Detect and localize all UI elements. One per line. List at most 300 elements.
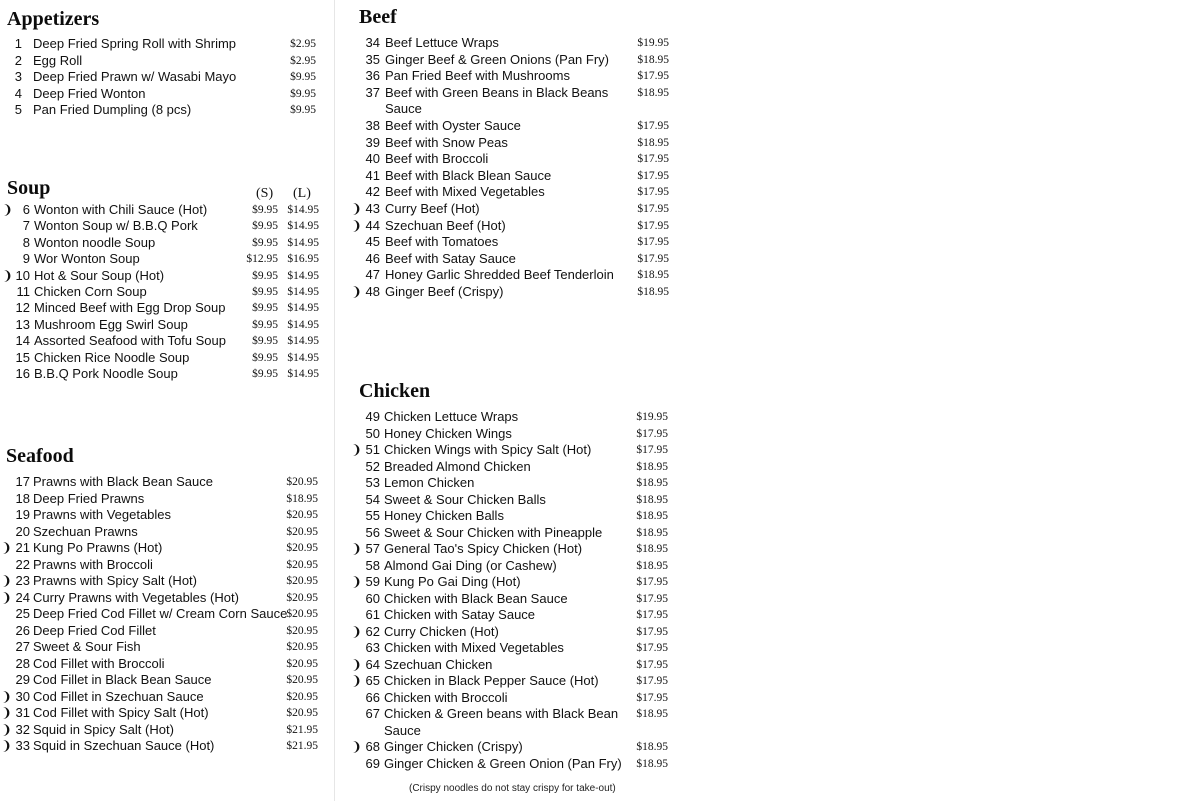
menu-item-number: 49 <box>365 409 380 424</box>
menu-item-number: 40 <box>365 151 380 167</box>
menu-item-number: 4 <box>14 85 22 101</box>
menu-item <box>348 284 1200 300</box>
menu-item-price: $2.95 <box>290 38 316 50</box>
menu-item-price: $18.95 <box>636 708 668 720</box>
menu-item-price: $17.95 <box>637 236 669 249</box>
menu-item <box>0 491 334 507</box>
menu-item <box>0 333 334 349</box>
menu-item-name-line2: Sauce <box>384 722 421 738</box>
menu-item <box>348 184 1200 200</box>
price-large: $14.95 <box>287 335 319 348</box>
menu-item-name: General Tao's Spicy Chicken (Hot) <box>384 541 583 556</box>
price-large: $14.95 <box>287 220 319 233</box>
menu-item-price: $19.95 <box>637 37 669 49</box>
menu-item-number: 57 <box>365 541 380 556</box>
menu-item-number: 68 <box>365 739 380 754</box>
menu-item-number: 44 <box>365 217 380 233</box>
menu-item-number: 23 <box>15 573 30 588</box>
menu-item <box>348 706 1200 722</box>
hot-spicy-icon: ❩ <box>351 541 362 556</box>
menu-item <box>348 85 1200 101</box>
menu-item-name: Almond Gai Ding (or Cashew) <box>384 557 557 573</box>
menu-item <box>348 442 1200 458</box>
menu-item <box>348 508 1200 524</box>
menu-item-name: Lemon Chicken <box>384 475 475 490</box>
menu-item-price: $17.95 <box>636 609 668 621</box>
menu-item-number: 60 <box>365 590 380 606</box>
price-large: $14.95 <box>287 351 319 364</box>
menu-item <box>0 53 334 69</box>
menu-item <box>0 606 334 622</box>
menu-item-number: 38 <box>365 118 380 133</box>
menu-item-name: Breaded Almond Chicken <box>384 458 531 474</box>
menu-item <box>0 102 334 118</box>
menu-item-number: 18 <box>15 490 30 506</box>
menu-item-price: $18.95 <box>636 741 668 753</box>
hot-spicy-icon: ❩ <box>1 721 12 737</box>
price-small: $9.95 <box>252 351 278 364</box>
menu-item-name: Honey Chicken Wings <box>384 425 512 441</box>
menu-item-number: 17 <box>15 474 30 489</box>
menu-item <box>348 541 1200 557</box>
menu-item <box>348 607 1200 623</box>
menu-item-name: Hot & Sour Soup (Hot) <box>34 267 165 283</box>
menu-item-number: 5 <box>14 102 22 117</box>
menu-item <box>348 35 1200 51</box>
menu-item-number: 53 <box>365 475 380 490</box>
menu-item-number: 64 <box>365 656 380 672</box>
menu-item-number: 67 <box>365 706 380 721</box>
menu-item-name: Honey Garlic Shredded Beef Tenderloin <box>385 267 614 283</box>
menu-item-number: 48 <box>365 284 380 299</box>
menu-item <box>0 507 334 523</box>
menu-item-number: 12 <box>15 300 30 316</box>
menu-item-name: Assorted Seafood with Tofu Soup <box>34 333 226 349</box>
menu-item-price: $20.95 <box>286 591 318 604</box>
menu-item <box>0 235 334 251</box>
menu-item-price: $21.95 <box>286 740 318 752</box>
menu-item <box>348 135 1200 151</box>
menu-item-price: $17.95 <box>636 691 668 704</box>
menu-item-price: $17.95 <box>637 186 669 199</box>
menu-item-name: Chicken Wings with Spicy Salt (Hot) <box>384 442 592 457</box>
price-small: $9.95 <box>252 269 278 282</box>
menu-item-name: Beef with Snow Peas <box>385 134 508 150</box>
menu-item-number: 32 <box>15 721 30 737</box>
price-small: $9.95 <box>252 204 278 216</box>
menu-item-price: $20.95 <box>286 558 318 571</box>
menu-item <box>0 202 334 218</box>
menu-item-name: Deep Fried Wonton <box>33 85 146 101</box>
menu-item-number: 62 <box>365 623 380 639</box>
hot-spicy-icon: ❩ <box>1 705 12 720</box>
menu-item-name: Deep Fried Prawn w/ Wasabi Mayo <box>33 69 237 84</box>
menu-item-price: $21.95 <box>286 723 318 736</box>
menu-item-name: Prawns with Vegetables <box>33 507 172 522</box>
menu-item <box>348 591 1200 607</box>
menu-item-number: 58 <box>365 557 380 573</box>
menu-item-price: $9.95 <box>290 87 316 100</box>
menu-item-name: Prawns with Spicy Salt (Hot) <box>33 573 197 588</box>
menu-item-number: 63 <box>365 640 380 655</box>
menu-item-name-line2: Sauce <box>385 101 422 117</box>
menu-item-price: $9.95 <box>290 104 316 116</box>
menu-item-price: $17.95 <box>637 120 669 132</box>
menu-item-price: $18.95 <box>637 136 669 149</box>
appetizers-title: Appetizers <box>7 8 100 30</box>
hot-spicy-icon: ❩ <box>1 688 12 704</box>
menu-item-name: Ginger Beef & Green Onions (Pan Fry) <box>385 51 609 67</box>
menu-item-name: Wonton Soup w/ B.B.Q Pork <box>34 218 198 234</box>
menu-item <box>0 524 334 540</box>
menu-item-number: 51 <box>365 442 380 457</box>
price-large: $14.95 <box>287 269 319 282</box>
menu-item-number: 69 <box>365 755 380 771</box>
menu-left-column <box>0 0 335 801</box>
menu-item-name: Squid in Spicy Salt (Hot) <box>33 721 174 737</box>
price-small: $12.95 <box>246 253 278 266</box>
footnote: (Crispy noodles do not stay crispy for take-out) <box>409 783 616 794</box>
hot-spicy-icon: ❩ <box>351 739 362 754</box>
hot-spicy-icon: ❩ <box>2 267 13 283</box>
menu-item <box>348 673 1200 689</box>
menu-item-price: $20.95 <box>286 657 318 670</box>
menu-item-name: Curry Beef (Hot) <box>385 201 480 216</box>
menu-item-name: Beef Lettuce Wraps <box>385 35 499 50</box>
menu-item <box>0 268 334 284</box>
menu-item-number: 20 <box>15 523 30 539</box>
menu-item-name: Cod Fillet in Black Bean Sauce <box>33 672 212 687</box>
menu-item-price: $20.95 <box>286 608 318 620</box>
menu-item <box>348 68 1200 84</box>
menu-item <box>0 284 334 300</box>
menu-item <box>0 722 334 738</box>
hot-spicy-icon: ❩ <box>351 217 362 233</box>
hot-spicy-icon: ❩ <box>1 573 12 588</box>
menu-item-name: Squid in Szechuan Sauce (Hot) <box>33 738 215 753</box>
menu-item <box>348 426 1200 442</box>
menu-item-name: Kung Po Prawns (Hot) <box>33 540 163 555</box>
menu-item-name: Curry Prawns with Vegetables (Hot) <box>33 589 239 605</box>
menu-item-name: Cod Fillet with Spicy Salt (Hot) <box>33 705 209 720</box>
menu-item-number: 24 <box>15 589 30 605</box>
menu-item-price: $20.95 <box>286 542 318 554</box>
menu-item-price: $17.95 <box>637 169 669 182</box>
menu-item-number: 29 <box>15 672 30 687</box>
menu-item-price: $18.95 <box>636 757 668 770</box>
menu-item-name: Sweet & Sour Chicken with Pineapple <box>384 524 603 540</box>
price-large: $14.95 <box>287 236 319 249</box>
menu-item-number: 43 <box>365 201 380 216</box>
menu-item <box>0 474 334 490</box>
menu-item-number: 65 <box>365 673 380 688</box>
menu-item-price: $18.95 <box>637 286 669 298</box>
menu-item-name: Pan Fried Dumpling (8 pcs) <box>33 102 192 117</box>
menu-item-number: 33 <box>15 738 30 753</box>
menu-item-number: 36 <box>365 68 380 84</box>
seafood-title: Seafood <box>6 445 74 467</box>
menu-item-number: 27 <box>15 639 30 654</box>
menu-item <box>348 492 1200 508</box>
menu-item-number: 15 <box>15 349 30 365</box>
menu-item-price: $17.95 <box>636 625 668 638</box>
menu-item <box>348 267 1200 283</box>
menu-item <box>348 234 1200 250</box>
hot-spicy-icon: ❩ <box>351 656 362 672</box>
menu-item-name: Szechuan Prawns <box>33 523 138 539</box>
price-small: $9.95 <box>252 368 278 380</box>
menu-item-number: 14 <box>15 333 30 349</box>
menu-item-price: $18.95 <box>636 493 668 506</box>
menu-item-price: $19.95 <box>636 411 668 423</box>
menu-item <box>348 756 1200 772</box>
menu-item-number: 9 <box>22 251 30 267</box>
menu-item <box>0 69 334 85</box>
hot-spicy-icon: ❩ <box>1 738 12 753</box>
menu-item-name: Honey Chicken Balls <box>384 508 504 523</box>
menu-item-price: $9.95 <box>290 71 316 83</box>
menu-item-name: Pan Fried Beef with Mushrooms <box>385 68 570 84</box>
menu-item-number: 39 <box>365 134 380 150</box>
menu-item-number: 47 <box>365 267 380 283</box>
menu-item-number: 3 <box>14 69 22 84</box>
menu-item-name: Beef with Satay Sauce <box>385 250 516 266</box>
menu-item-name: Deep Fried Prawns <box>33 490 145 506</box>
menu-item-name: Deep Fried Spring Roll with Shrimp <box>33 36 237 51</box>
hot-spicy-icon: ❩ <box>351 284 362 299</box>
menu-item <box>348 525 1200 541</box>
menu-item <box>0 251 334 267</box>
menu-item <box>348 624 1200 640</box>
menu-item-price: $20.95 <box>286 690 318 703</box>
price-small: $9.95 <box>252 286 278 298</box>
menu-item <box>348 475 1200 491</box>
menu-item-name: Wor Wonton Soup <box>34 251 140 267</box>
menu-item-price: $18.95 <box>636 543 668 555</box>
menu-item-name: Chicken with Broccoli <box>384 689 508 705</box>
menu-item-price: $17.95 <box>636 444 668 456</box>
menu-item-number: 22 <box>15 556 30 572</box>
menu-item-number: 1 <box>14 36 22 51</box>
menu-item <box>0 540 334 556</box>
menu-item-number: 35 <box>365 51 380 67</box>
menu-item-price: $17.95 <box>636 658 668 671</box>
menu-item-price: $17.95 <box>637 203 669 215</box>
menu-item-name: Chicken Lettuce Wraps <box>384 409 519 424</box>
menu-item-name: Beef with Green Beans in Black Beans <box>385 84 609 100</box>
menu-item-number: 25 <box>15 606 30 621</box>
hot-spicy-icon: ❩ <box>351 623 362 639</box>
menu-item-number: 19 <box>15 507 30 522</box>
menu-item <box>0 317 334 333</box>
menu-item <box>348 739 1200 755</box>
menu-item <box>348 574 1200 590</box>
menu-item-number: 30 <box>15 688 30 704</box>
menu-item <box>0 300 334 316</box>
menu-item-name: Beef with Black Blean Sauce <box>385 167 552 183</box>
menu-item <box>348 657 1200 673</box>
hot-spicy-icon: ❩ <box>2 202 13 217</box>
menu-item-name: Ginger Chicken & Green Onion (Pan Fry) <box>384 755 622 771</box>
menu-item-price: $17.95 <box>637 70 669 83</box>
menu-item <box>0 366 334 382</box>
menu-item-name: Mushroom Egg Swirl Soup <box>34 316 188 332</box>
price-large: $14.95 <box>287 318 319 331</box>
menu-item-number: 61 <box>365 607 380 622</box>
menu-item-name: Beef with Oyster Sauce <box>385 118 521 133</box>
menu-item-price: $20.95 <box>286 476 318 488</box>
menu-item-name: Chicken with Satay Sauce <box>384 607 536 622</box>
menu-item-price: $20.95 <box>286 674 318 686</box>
soup-size-small-header: (S) <box>256 186 274 201</box>
menu-item-number: 41 <box>365 167 380 183</box>
menu-item-name: Chicken & Green beans with Black Bean <box>384 706 619 721</box>
menu-item-number: 37 <box>365 84 380 100</box>
menu-item-price: $17.95 <box>636 576 668 588</box>
menu-item-number: 34 <box>365 35 380 50</box>
menu-item-price: $17.95 <box>636 592 668 605</box>
menu-item-price: $18.95 <box>636 460 668 473</box>
menu-item-name: Szechuan Beef (Hot) <box>385 217 506 233</box>
menu-item-name: Wonton noodle Soup <box>34 234 156 250</box>
menu-right-column <box>348 0 1200 801</box>
menu-item-price: $18.95 <box>637 53 669 66</box>
menu-item-number: 7 <box>22 218 30 234</box>
menu-item-number: 2 <box>14 52 22 68</box>
menu-item <box>348 558 1200 574</box>
menu-item-number: 66 <box>365 689 380 705</box>
price-small: $9.95 <box>252 318 278 331</box>
menu-item-price: $18.95 <box>286 492 318 505</box>
menu-item <box>0 573 334 589</box>
menu-item <box>0 86 334 102</box>
price-small: $9.95 <box>252 236 278 249</box>
menu-item-price: $20.95 <box>286 575 318 587</box>
menu-item-name: Beef with Mixed Vegetables <box>385 184 545 200</box>
menu-item <box>348 151 1200 167</box>
menu-item-number: 45 <box>365 234 380 250</box>
menu-item-name: Chicken with Black Bean Sauce <box>384 590 568 606</box>
menu-item-price: $18.95 <box>637 269 669 282</box>
menu-item <box>0 590 334 606</box>
price-large: $14.95 <box>287 302 319 315</box>
menu-item-price: $20.95 <box>286 525 318 538</box>
price-small: $9.95 <box>252 220 278 233</box>
menu-item-name: Chicken with Mixed Vegetables <box>384 640 564 655</box>
menu-item-name: Egg Roll <box>33 52 83 68</box>
menu-item-number: 54 <box>365 491 380 507</box>
menu-item-name: Sweet & Sour Fish <box>33 639 141 654</box>
menu-item <box>0 689 334 705</box>
menu-item-name: Sweet & Sour Chicken Balls <box>384 491 546 507</box>
menu-item-price: $20.95 <box>286 624 318 637</box>
menu-item-number: 52 <box>365 458 380 474</box>
price-large: $14.95 <box>287 368 319 380</box>
menu-item-name: Chicken in Black Pepper Sauce (Hot) <box>384 673 599 688</box>
menu-item-name: Chicken Rice Noodle Soup <box>34 349 190 365</box>
menu-item-name: Curry Chicken (Hot) <box>384 623 499 639</box>
menu-item-price: $17.95 <box>637 219 669 232</box>
soup-size-large-header: (L) <box>293 186 311 201</box>
menu-item-price: $20.95 <box>286 707 318 719</box>
menu-item-price: $17.95 <box>637 153 669 166</box>
menu-item-number: 26 <box>15 622 30 638</box>
menu-item-name: Wonton with Chili Sauce (Hot) <box>34 202 208 217</box>
menu-item <box>0 36 334 52</box>
menu-item-name: Minced Beef with Egg Drop Soup <box>34 300 226 316</box>
menu-item-name: Chicken Corn Soup <box>34 284 147 299</box>
menu-item-number: 11 <box>16 284 30 299</box>
menu-item-name: Cod Fillet with Broccoli <box>33 655 165 671</box>
hot-spicy-icon: ❩ <box>1 540 12 555</box>
menu-item-price: $18.95 <box>636 559 668 572</box>
menu-item-name: Prawns with Broccoli <box>33 556 153 572</box>
price-large: $16.95 <box>287 253 319 266</box>
soup-title: Soup <box>7 177 51 199</box>
hot-spicy-icon: ❩ <box>351 673 362 688</box>
menu-item <box>0 557 334 573</box>
menu-item-number: 13 <box>15 316 30 332</box>
menu-item-price: $17.95 <box>637 252 669 265</box>
menu-item-number: 21 <box>15 540 30 555</box>
menu-item <box>348 640 1200 656</box>
menu-item-number: 16 <box>15 366 30 381</box>
menu-item-number: 6 <box>22 202 30 217</box>
menu-item-price: $18.95 <box>636 526 668 539</box>
menu-item <box>0 350 334 366</box>
menu-item <box>348 459 1200 475</box>
chicken-title: Chicken <box>359 380 431 402</box>
menu-item <box>0 672 334 688</box>
menu-item-price: $18.95 <box>636 510 668 522</box>
menu-item-name: Beef with Broccoli <box>385 151 489 167</box>
menu-item-name: Prawns with Black Bean Sauce <box>33 474 213 489</box>
menu-item-name: Ginger Beef (Crispy) <box>385 284 504 299</box>
menu-item-number: 8 <box>22 234 30 250</box>
menu-item <box>348 690 1200 706</box>
menu-item-number: 59 <box>365 574 380 589</box>
menu-item-number: 50 <box>365 425 380 441</box>
menu-item-number: 46 <box>365 250 380 266</box>
hot-spicy-icon: ❩ <box>351 574 362 589</box>
menu-item <box>348 168 1200 184</box>
menu-item <box>0 738 334 754</box>
hot-spicy-icon: ❩ <box>351 201 362 216</box>
menu-item-name: Ginger Chicken (Crispy) <box>384 739 523 754</box>
hot-spicy-icon: ❩ <box>1 589 12 605</box>
menu-item-name: Szechuan Chicken <box>384 656 493 672</box>
menu-item-name: Cod Fillet in Szechuan Sauce <box>33 688 204 704</box>
beef-title: Beef <box>359 6 397 28</box>
menu-item <box>348 409 1200 425</box>
menu-item-price: $17.95 <box>636 427 668 440</box>
menu-item <box>0 623 334 639</box>
menu-item-name: Beef with Tomatoes <box>385 234 499 250</box>
price-large: $14.95 <box>287 286 319 298</box>
menu-item-name: B.B.Q Pork Noodle Soup <box>34 366 178 381</box>
menu-item <box>348 218 1200 234</box>
menu-item-price: $17.95 <box>636 675 668 687</box>
menu-item-number: 31 <box>15 705 30 720</box>
menu-item-price: $18.95 <box>636 477 668 489</box>
menu-item-number: 10 <box>15 267 30 283</box>
menu-item-number: 42 <box>365 184 380 200</box>
menu-item-number: 28 <box>15 655 30 671</box>
menu-item <box>348 52 1200 68</box>
menu-item-price: $20.95 <box>286 641 318 653</box>
menu-item-number: 56 <box>365 524 380 540</box>
menu-item <box>0 639 334 655</box>
